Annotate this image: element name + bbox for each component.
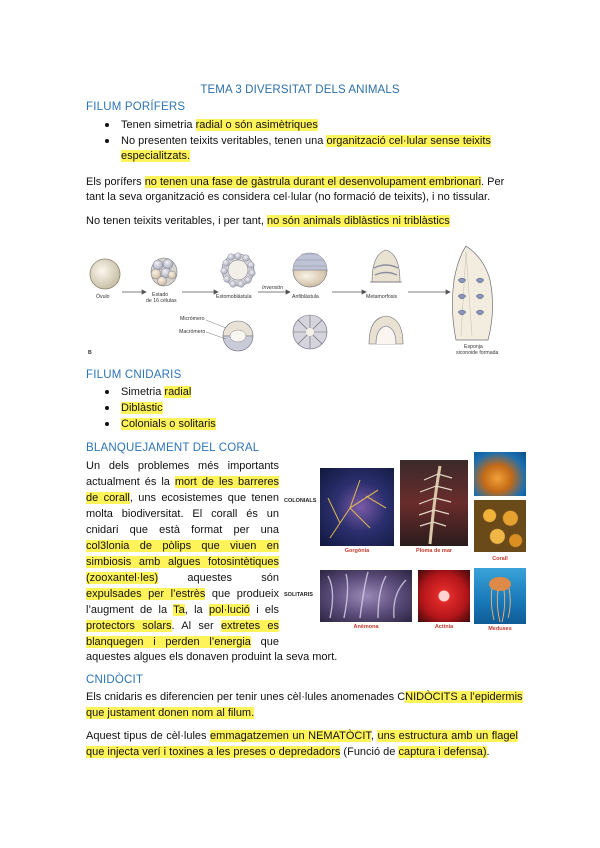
blanquejament-line (86, 506, 279, 522)
cnidaris-bullets (104, 385, 404, 433)
highlight: no tenen una fase de gàstrula durant el desenvolupament embrionari (144, 176, 482, 188)
blanquejament-line (86, 522, 279, 538)
blanquejament-line (86, 554, 279, 570)
bullet-text: No presenten teixits veritables, tenen una (121, 135, 327, 147)
bullet-highlight: especialitzats. (121, 150, 191, 162)
highlight: no són animals diblàstics ni triblàstics (266, 215, 450, 227)
highlight: que injecta verí i toxines a les preses o depredadors (86, 746, 341, 758)
blanquejament-line (86, 570, 279, 586)
actinia-photo (418, 570, 470, 622)
label-estomoblastula: Estomoblástula (216, 294, 252, 300)
highlight: (zooxantel·les) (86, 572, 159, 584)
bullet-icon (105, 123, 109, 127)
label-anfiblastula: Anfiblástula (292, 294, 319, 300)
blanquejament-line (86, 538, 279, 554)
text: (Funció de (340, 746, 399, 758)
caption-gorgonia: Gorgònia (344, 548, 370, 554)
text: tant la seva organització es considera cel·lular (no formació de teixits), i no tissular. (86, 191, 491, 203)
porifers-paragraph-1 (86, 175, 518, 205)
meduses-photo (474, 568, 526, 624)
text: aquestes són (158, 572, 279, 584)
sixteen-cell-stage (151, 258, 177, 286)
highlight: blanquegen i perden l’energia (86, 636, 251, 648)
cnidocit-heading: CNIDÒCIT (86, 674, 144, 686)
cnidaris-heading: FILUM CNIDARIS (86, 369, 182, 381)
highlight: uns estructura amb un flagel (377, 730, 518, 742)
blanquejament-heading: BLANQUEJAMENT DEL CORAL (86, 442, 260, 454)
porifers-paragraph-2 (86, 214, 518, 228)
highlight: mort de les barreres (174, 476, 279, 488)
blanquejament-line (86, 602, 279, 618)
page-title: TEMA 3 DIVERSITAT DELS ANIMALS (200, 84, 400, 96)
blanquejament-last-line: aquestes algues els donaven produint la seva mort. (86, 651, 338, 663)
bullet-highlight: radial (164, 386, 192, 398)
blanquejament-line (86, 474, 279, 490)
text: , (370, 730, 378, 742)
anemona-photo (320, 570, 412, 622)
text: que (250, 636, 279, 648)
sycon-sponge (452, 246, 492, 340)
label-ovulo: Óvulo (96, 294, 110, 300)
bullet-icon (105, 139, 109, 143)
highlight: NIDÒCITS a l’epidermis (405, 691, 523, 703)
text: Els porífers (86, 176, 145, 188)
caption-meduses: Meduses (488, 626, 512, 632)
text: , la (184, 604, 209, 616)
blanquejament-line (86, 458, 279, 474)
text: . Al ser (171, 620, 221, 632)
text: Els cnidaris es diferencien per tenir unes cèl·lules anomenades C (86, 691, 406, 703)
cnidaris-bullet-3 (104, 417, 404, 433)
sponge-development-diagram (86, 240, 522, 358)
highlight: captura i defensa) (398, 746, 487, 758)
bullet-text: Simetria (121, 386, 165, 398)
stomoblastula (221, 253, 256, 288)
label-b: B (88, 350, 92, 356)
blanquejament-line (86, 634, 279, 650)
text: , uns ecosistemes que tenen (129, 492, 280, 504)
ovule-cell (90, 259, 120, 289)
text: Un dels problemes més importants (86, 460, 279, 472)
text: Aquest tipus de cèl·lules (86, 730, 211, 742)
bullet-highlight: radial o són asimètriques (195, 119, 318, 131)
text: molta biodiversitat. El corall és un (86, 508, 279, 520)
label-micromero: Micrómero (180, 316, 205, 322)
cnidocit-paragraph-2 (86, 728, 518, 760)
bullet-highlight: Colonials o solitaris (121, 418, 216, 430)
highlight: de corall (86, 492, 130, 504)
bullet-text: Tenen simetria (121, 119, 196, 131)
highlight: emmagatzemen un NEMATÒCIT (210, 730, 371, 742)
stomoblastula-section (206, 320, 253, 351)
label-colonials: COLONIALS (284, 498, 317, 504)
blanquejament-line (86, 586, 279, 602)
porifers-bullets (104, 118, 524, 166)
bullet-icon (105, 406, 109, 410)
arrows (122, 290, 450, 294)
text: que produeix (205, 588, 279, 600)
highlight: Ta (173, 604, 185, 616)
label-siconoide: siconoide formada (456, 350, 499, 356)
highlight: protectors solars (86, 620, 172, 632)
text: cnidari que està format per una (86, 524, 279, 536)
porifers-bullet-1 (104, 118, 524, 134)
highlight: col3lonia de pòlips que viuen en (86, 540, 279, 552)
label-estado: Estado (152, 292, 169, 298)
bullet-highlight: Diblàstic (121, 402, 163, 414)
label-esponja: Esponja (464, 344, 483, 350)
text: i els (249, 604, 279, 616)
text: actualment és la (86, 476, 175, 488)
ploma-de-mar-photo (400, 460, 468, 546)
cnidaris-bullet-2 (104, 401, 404, 417)
porifers-bullet-2 (104, 134, 524, 166)
bullet-icon (105, 422, 109, 426)
label-macromero: Macrómero (179, 329, 206, 335)
caption-anemona: Anèmona (353, 624, 379, 630)
amphiblastula (293, 253, 327, 349)
highlight: simbiosis amb algues fotosintètiques (86, 556, 279, 568)
highlight: expulsades per l’estrès (86, 588, 206, 600)
text: l’augment de la (86, 604, 174, 616)
text: No tenen teixits veritables, i per tant, (86, 215, 267, 227)
highlight: pol·lució (208, 604, 250, 616)
cnidarian-figure (284, 452, 526, 648)
highlight: que justament donen nom al filum. (86, 707, 255, 719)
cnidaris-bullet-1 (104, 385, 404, 401)
coral-photo-2 (474, 500, 526, 552)
coral-photo-1 (474, 452, 526, 496)
caption-actinia: Actínia (434, 624, 454, 630)
label-inversion: Inversión (262, 285, 284, 291)
cnidocit-paragraph-1 (86, 689, 526, 721)
text: . (486, 746, 490, 758)
text: . Per (481, 176, 505, 188)
highlight: extretes es (220, 620, 279, 632)
bullet-highlight: organització cel·lular sense teixits (326, 135, 491, 147)
blanquejament-line (86, 490, 279, 506)
caption-corall: Corall (492, 556, 508, 562)
blanquejament-paragraph (86, 458, 279, 650)
bullet-icon (105, 390, 109, 394)
label-solitaris: SOLITARIS (284, 592, 313, 598)
label-metamorfosis: Metamorfosis (366, 294, 398, 300)
gorgonia-photo (320, 468, 394, 546)
porifers-heading: FILUM PORÍFERS (86, 101, 186, 113)
blanquejament-line (86, 618, 279, 634)
label-16-celulas: de 16 células (146, 298, 177, 304)
caption-ploma-de-mar: Ploma de mar (415, 548, 453, 554)
